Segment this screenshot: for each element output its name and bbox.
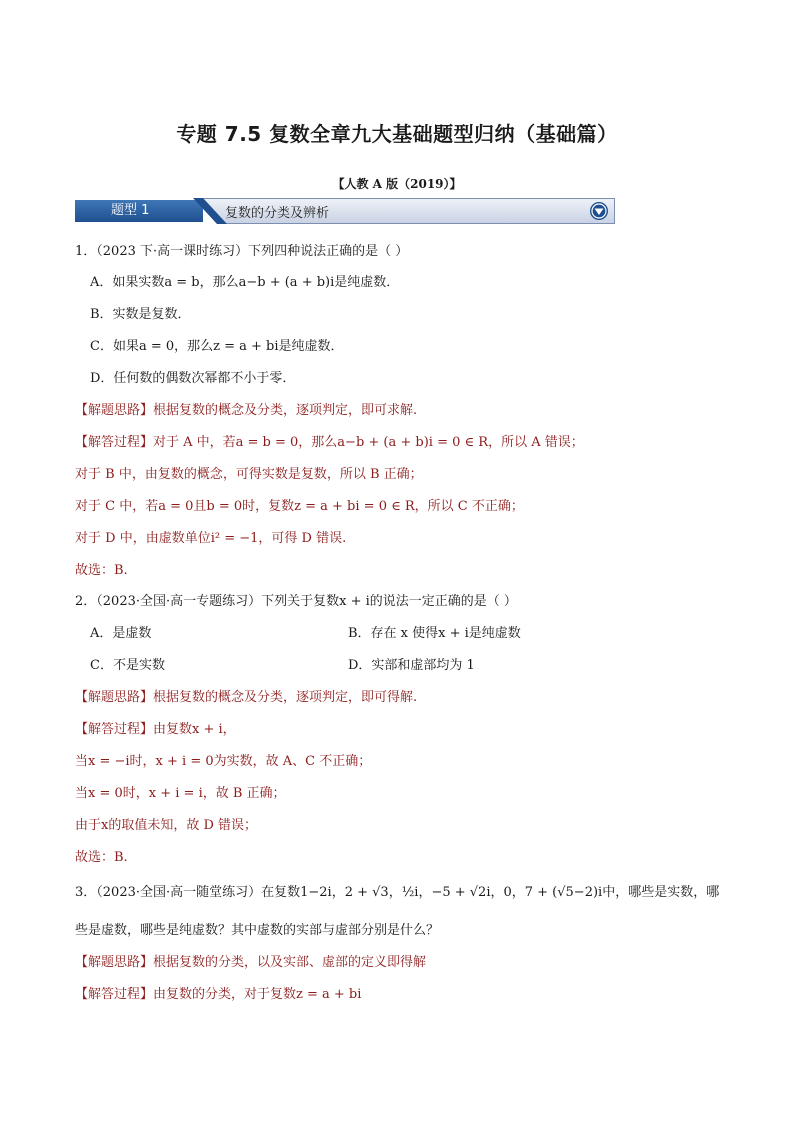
q2-option-b: B．存在 x 使得x + i是纯虚数 bbox=[348, 626, 521, 641]
q2-process-4: 由于x的取值未知，故 D 错误； bbox=[75, 818, 258, 833]
q1-option-b: B．实数是复数． bbox=[90, 307, 191, 322]
q1-option-a: A．如果实数a = b，那么a−b + (a + b)i是纯虚数． bbox=[90, 275, 400, 290]
q1-answer: 故选：B. bbox=[75, 563, 128, 578]
q3-stem-2: 些是虚数，哪些是纯虚数？其中虚数的实部与虚部分别是什么？ bbox=[75, 923, 440, 938]
q2-option-c: C．不是实数 bbox=[90, 658, 165, 673]
q3-process-1: 【解答过程】由复数的分类，对于复数z = a + bi bbox=[75, 987, 362, 1002]
q2-stem: 2．（2023·全国·高一专题练习）下列关于复数x + i的说法一定正确的是（ ） bbox=[75, 594, 517, 609]
q2-answer: 故选：B. bbox=[75, 850, 128, 865]
q2-idea: 【解题思路】根据复数的概念及分类，逐项判定，即可得解. bbox=[75, 690, 418, 705]
q1-option-c: C．如果a = 0，那么z = a + bi是纯虚数． bbox=[90, 339, 344, 354]
q3-idea: 【解题思路】根据复数的分类，以及实部、虚部的定义即得解 bbox=[75, 955, 427, 970]
q1-option-d: D．任何数的偶数次幂都不小于零． bbox=[90, 371, 296, 386]
q1-stem: 1．（2023 下·高一课时练习）下列四种说法正确的是（ ） bbox=[75, 244, 409, 259]
q2-process-1: 【解答过程】由复数x + i， bbox=[75, 722, 236, 737]
page-title: 专题 7.5 复数全章九大基础题型归纳（基础篇） bbox=[176, 122, 618, 146]
edition-label: 【人教 A 版（2019）】 bbox=[332, 177, 462, 191]
banner-topic-text: 复数的分类及辨析 bbox=[225, 206, 330, 221]
q1-idea: 【解题思路】根据复数的概念及分类，逐项判定，即可求解. bbox=[75, 403, 418, 418]
q3-stem-1: 3．（2023·全国·高一随堂练习）在复数1−2i，2 + √3，½i，−5 + √2i，0，7 + (√5−2)i中，哪些是实数，哪 bbox=[75, 885, 720, 900]
chevron-down-icon[interactable] bbox=[589, 201, 609, 221]
banner-type-label: 题型 1 bbox=[75, 200, 203, 222]
section-banner[interactable] bbox=[75, 198, 615, 224]
q2-option-d: D．实部和虚部均为 1 bbox=[348, 658, 475, 673]
q1-process-1: 【解答过程】对于 A 中，若a = b = 0，那么a−b + (a + b)i = 0 ∈ R，所以 A 错误； bbox=[75, 435, 584, 450]
q1-process-2: 对于 B 中，由复数的概念，可得实数是复数，所以 B 正确； bbox=[75, 467, 423, 482]
q1-process-3: 对于 C 中，若a = 0且b = 0时，复数z = a + bi = 0 ∈ R，所以 C 不正确； bbox=[75, 499, 524, 514]
q2-option-a: A．是虚数 bbox=[90, 626, 152, 641]
q2-process-2: 当x = −i时，x + i = 0为实数，故 A、C 不正确； bbox=[75, 754, 372, 769]
q1-process-4: 对于 D 中，由虚数单位i² = −1，可得 D 错误. bbox=[75, 531, 347, 546]
q2-process-3: 当x = 0时，x + i = i，故 B 正确； bbox=[75, 786, 286, 801]
